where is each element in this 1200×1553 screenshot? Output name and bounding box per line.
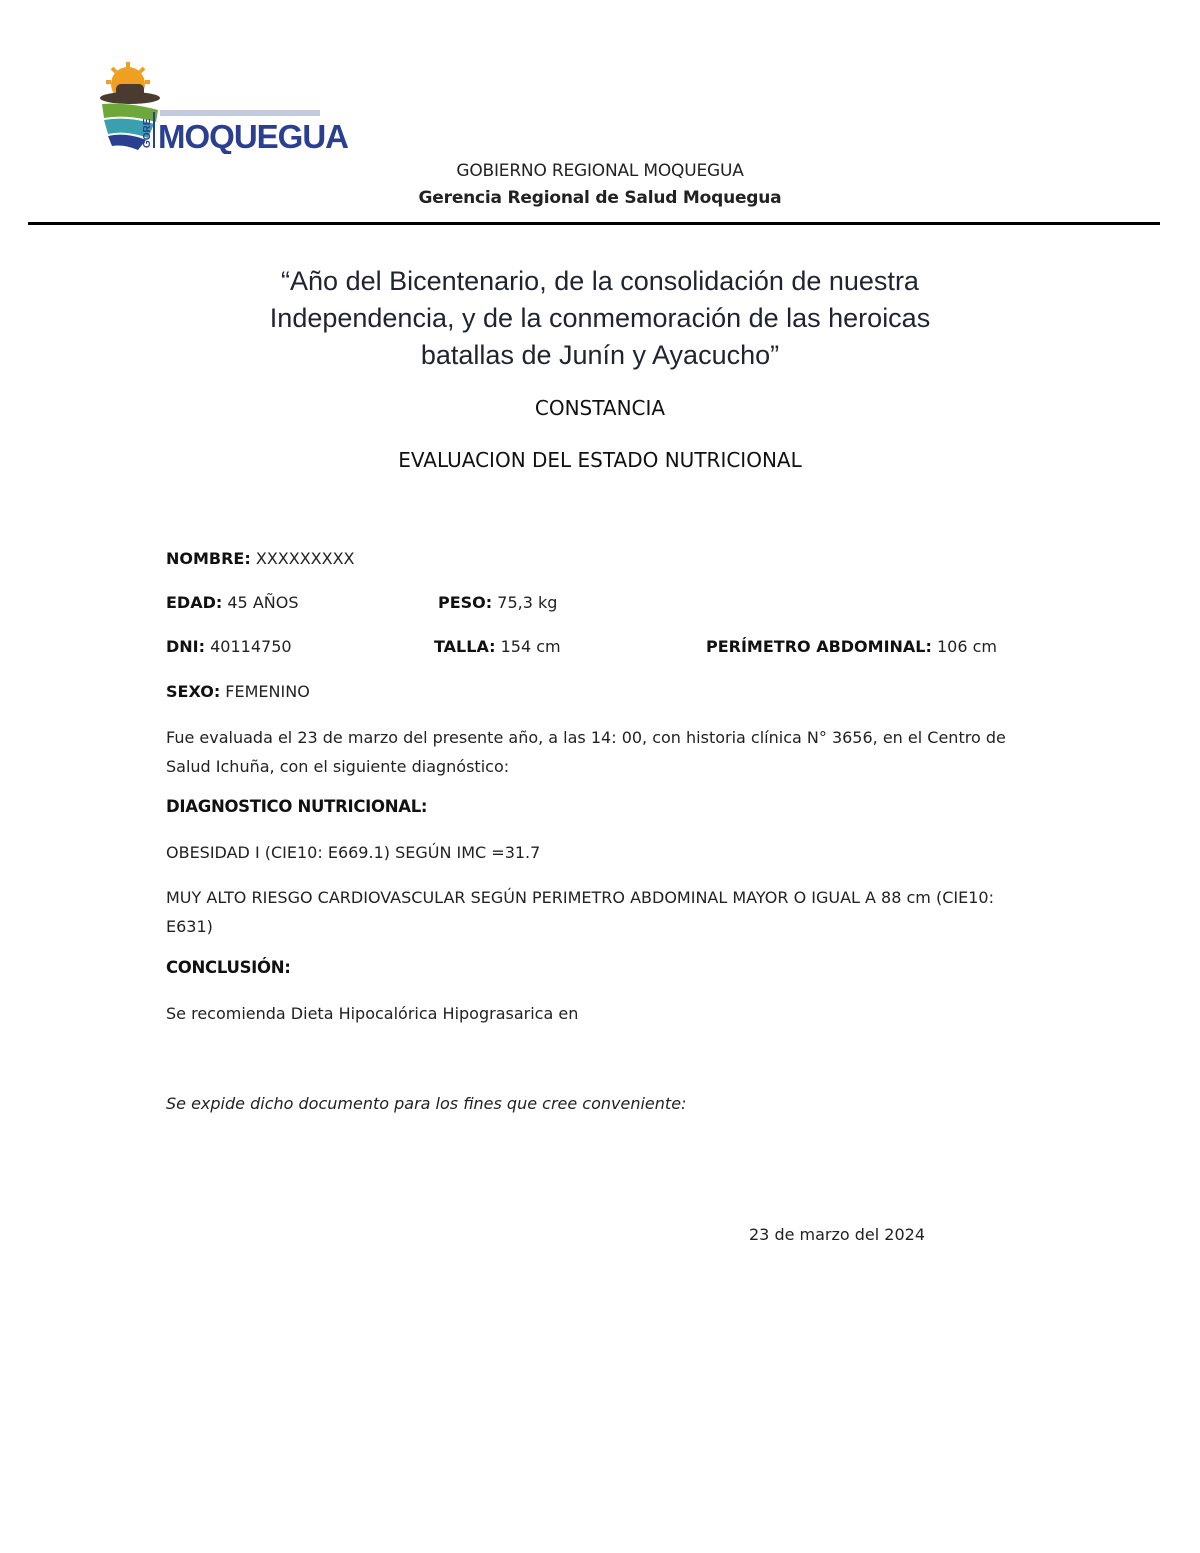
conclusion-text: Se recomienda Dieta Hipocalórica Hipograsarica en — [166, 1004, 579, 1023]
peso-label: PESO: — [438, 593, 493, 612]
document-title: CONSTANCIA — [534, 396, 666, 420]
dni-value: 40114750 — [205, 637, 292, 656]
logo-emblem-icon — [98, 62, 348, 154]
talla-label: TALLA: — [434, 637, 496, 656]
perimetro-label: PERÍMETRO ABDOMINAL: — [706, 637, 932, 656]
motto-line-1: “Año del Bicentenario, de la consolidación de nuestra — [281, 266, 919, 296]
conclusion-heading: CONCLUSIÓN: — [166, 958, 291, 977]
closing-statement: Se expide dicho documento para los fines que cree conveniente: — [166, 1094, 687, 1113]
field-sexo — [166, 682, 310, 701]
nombre-value: XXXXXXXXX — [250, 549, 355, 568]
issue-date: 23 de marzo del 2024 — [749, 1225, 926, 1244]
department-name: Gerencia Regional de Salud Moquegua — [418, 188, 782, 208]
peso-value: 75,3 kg — [492, 593, 558, 612]
sexo-label: SEXO: — [166, 682, 221, 701]
field-peso — [438, 593, 557, 612]
field-perimetro-abdominal — [706, 637, 997, 656]
field-nombre — [166, 549, 355, 568]
motto-line-3: batallas de Junín y Ayacucho” — [420, 340, 780, 370]
document-subtitle: EVALUACION DEL ESTADO NUTRICIONAL — [398, 448, 802, 472]
nombre-label: NOMBRE: — [166, 549, 251, 568]
talla-value: 154 cm — [495, 637, 561, 656]
diagnosis-heading: DIAGNOSTICO NUTRICIONAL: — [166, 797, 428, 816]
perimetro-value: 106 cm — [931, 637, 997, 656]
official-year-motto — [150, 263, 1050, 374]
diagnosis-item-1: OBESIDAD I (CIE10: E669.1) SEGÚN IMC =31.7 — [166, 843, 541, 862]
diagnosis-item-2: MUY ALTO RIESGO CARDIOVASCULAR SEGÚN PERIMETRO ABDOMINAL MAYOR O IGUAL A 88 cm (CIE10: E631) — [166, 888, 994, 936]
edad-value: 45 AÑOS — [222, 593, 299, 612]
dni-label: DNI: — [166, 637, 206, 656]
gore-moquegua-logo — [98, 62, 348, 154]
svg-text:MOQUEGUA: MOQUEGUA — [158, 118, 348, 154]
sexo-value: FEMENINO — [220, 682, 310, 701]
organization-name: GOBIERNO REGIONAL MOQUEGUA — [456, 161, 744, 181]
svg-text:GORE: GORE — [142, 118, 153, 148]
field-edad — [166, 593, 298, 612]
field-dni — [166, 637, 292, 656]
edad-label: EDAD: — [166, 593, 223, 612]
evaluation-paragraph: Fue evaluada el 23 de marzo del presente año, a las 14: 00, con historia clínica N° 3656, en el Centro de Salud Ichuña, con el siguiente diagnóstico: — [166, 728, 1006, 776]
field-talla — [434, 637, 561, 656]
header-divider — [28, 222, 1160, 225]
motto-line-2: Independencia, y de la conmemoración de las heroicas — [269, 303, 931, 333]
